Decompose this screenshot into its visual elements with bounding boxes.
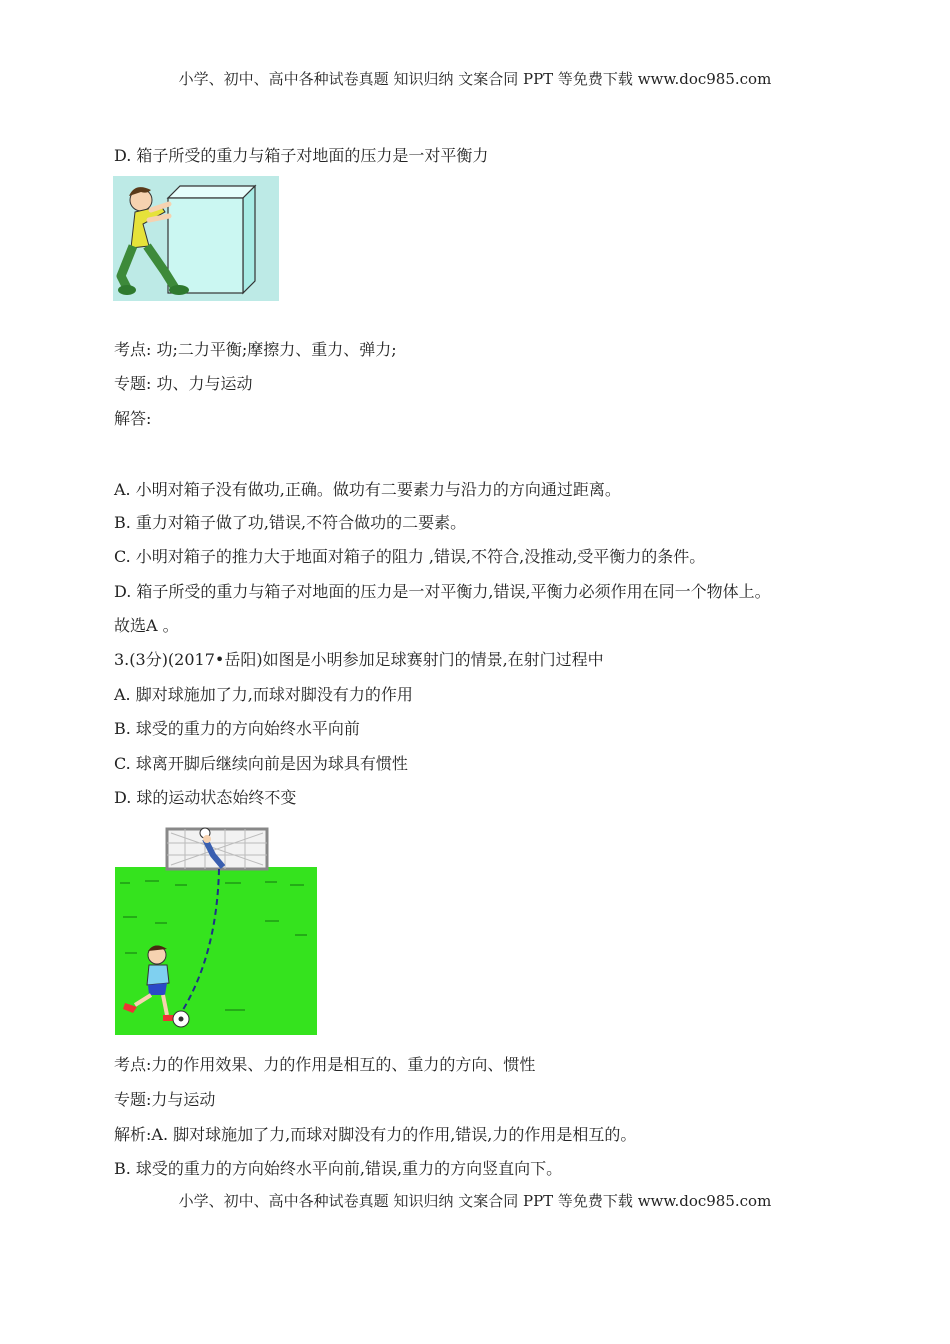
page-header: 小学、初中、高中各种试卷真题 知识归纳 文案合同 PPT 等免费下载 www.doc985.com [178,70,772,88]
q2-answer-a: A. 小明对箱子没有做功,正确。做功有二要素力与沿力的方向通过距离。 [114,480,621,499]
q2-jieda-label: 解答: [114,409,152,428]
q2-zhuanti: 专题: 功、力与运动 [114,374,253,393]
q2-kaodian: 考点: 功;二力平衡;摩擦力、重力、弹力; [114,340,397,359]
q2-option-d: D. 箱子所受的重力与箱子对地面的压力是一对平衡力 [114,146,489,165]
q3-jiexi-a: 解析:A. 脚对球施加了力,而球对脚没有力的作用,错误,力的作用是相互的。 [114,1125,637,1144]
q2-answer-c: C. 小明对箱子的推力大于地面对箱子的阻力 ,错误,不符合,没推动,受平衡力的条件。 [114,547,706,566]
soccer-shot-figure [115,825,317,1035]
q2-answer-b: B. 重力对箱子做了功,错误,不符合做功的二要素。 [114,513,467,532]
q2-conclusion: 故选A 。 [114,616,179,635]
q3-option-b: B. 球受的重力的方向始终水平向前 [114,719,360,738]
q3-kaodian: 考点:力的作用效果、力的作用是相互的、重力的方向、惯性 [114,1055,536,1074]
q3-stem: 3.(3分)(2017•岳阳)如图是小明参加足球赛射门的情景,在射门过程中 [114,650,604,669]
q3-option-d: D. 球的运动状态始终不变 [114,788,297,807]
q3-zhuanti: 专题:力与运动 [114,1090,216,1109]
q3-option-c: C. 球离开脚后继续向前是因为球具有惯性 [114,754,408,773]
q2-answer-d: D. 箱子所受的重力与箱子对地面的压力是一对平衡力,错误,平衡力必须作用在同一个物体上。 [114,582,771,601]
boy-pushing-box-figure [113,176,279,301]
page-footer: 小学、初中、高中各种试卷真题 知识归纳 文案合同 PPT 等免费下载 www.doc985.com [178,1192,772,1210]
q3-option-a: A. 脚对球施加了力,而球对脚没有力的作用 [114,685,413,704]
q3-jiexi-b: B. 球受的重力的方向始终水平向前,错误,重力的方向竖直向下。 [114,1159,563,1178]
